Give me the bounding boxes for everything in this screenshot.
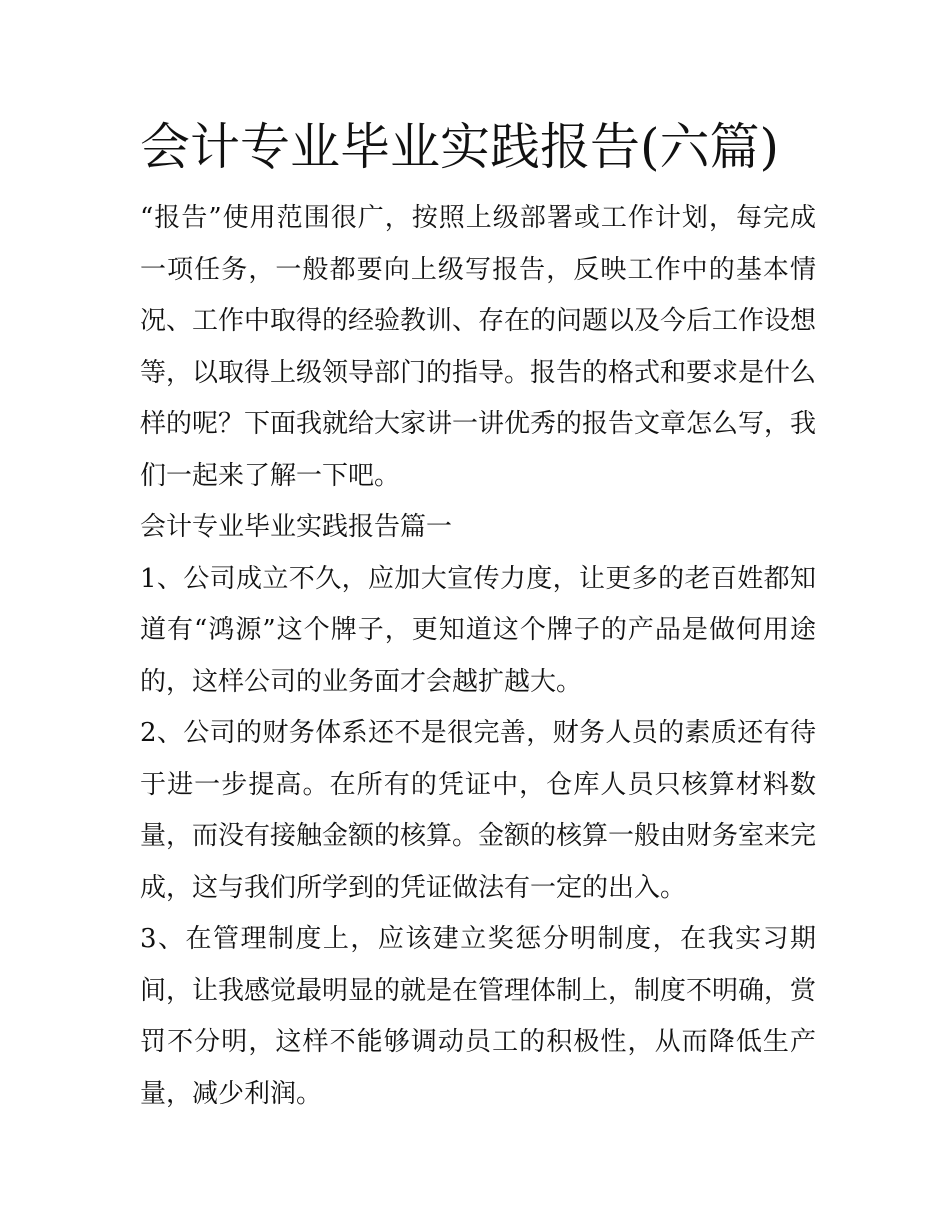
- paragraph-1: 1、公司成立不久，应加大宣传力度，让更多的老百姓都知道有“鸿源”这个牌子，更知道这个牌子的产品是做何用途的，这样公司的业务面才会越扩越大。: [140, 563, 816, 697]
- paragraph-3: 3、在管理制度上，应该建立奖惩分明制度，在我实习期间，让我感觉最明显的就是在管理体制上，制度不明确，赏罚不分明，这样不能够调动员工的积极性，从而降低生产量，减少利润。: [140, 924, 817, 1109]
- page-title: 会计专业毕业实践报告(六篇): [140, 118, 780, 176]
- intro-paragraph: “报告”使用范围很广，按照上级部署或工作计划，每完成一项任务，一般都要向上级写报告，反映工作中的基本情况、工作中取得的经验教训、存在的问题以及今后工作设想等，以取得上级领导部门的指导。报告的格式和要求是什么样的呢？下面我就给大家讲一讲优秀的报告文章怎么写，我们一起来了解一下吧。: [140, 203, 817, 491]
- paragraph-2: 2、公司的财务体系还不是很完善，财务人员的素质还有待于进一步提高。在所有的凭证中，仓库人员只核算材料数量，而没有接触金额的核算。金额的核算一般由财务室来完成，这与我们所学到的凭证做法有一定的出入。: [140, 718, 817, 903]
- document-body: [140, 193, 816, 1120]
- section-heading: 会计专业毕业实践报告篇一: [140, 512, 453, 542]
